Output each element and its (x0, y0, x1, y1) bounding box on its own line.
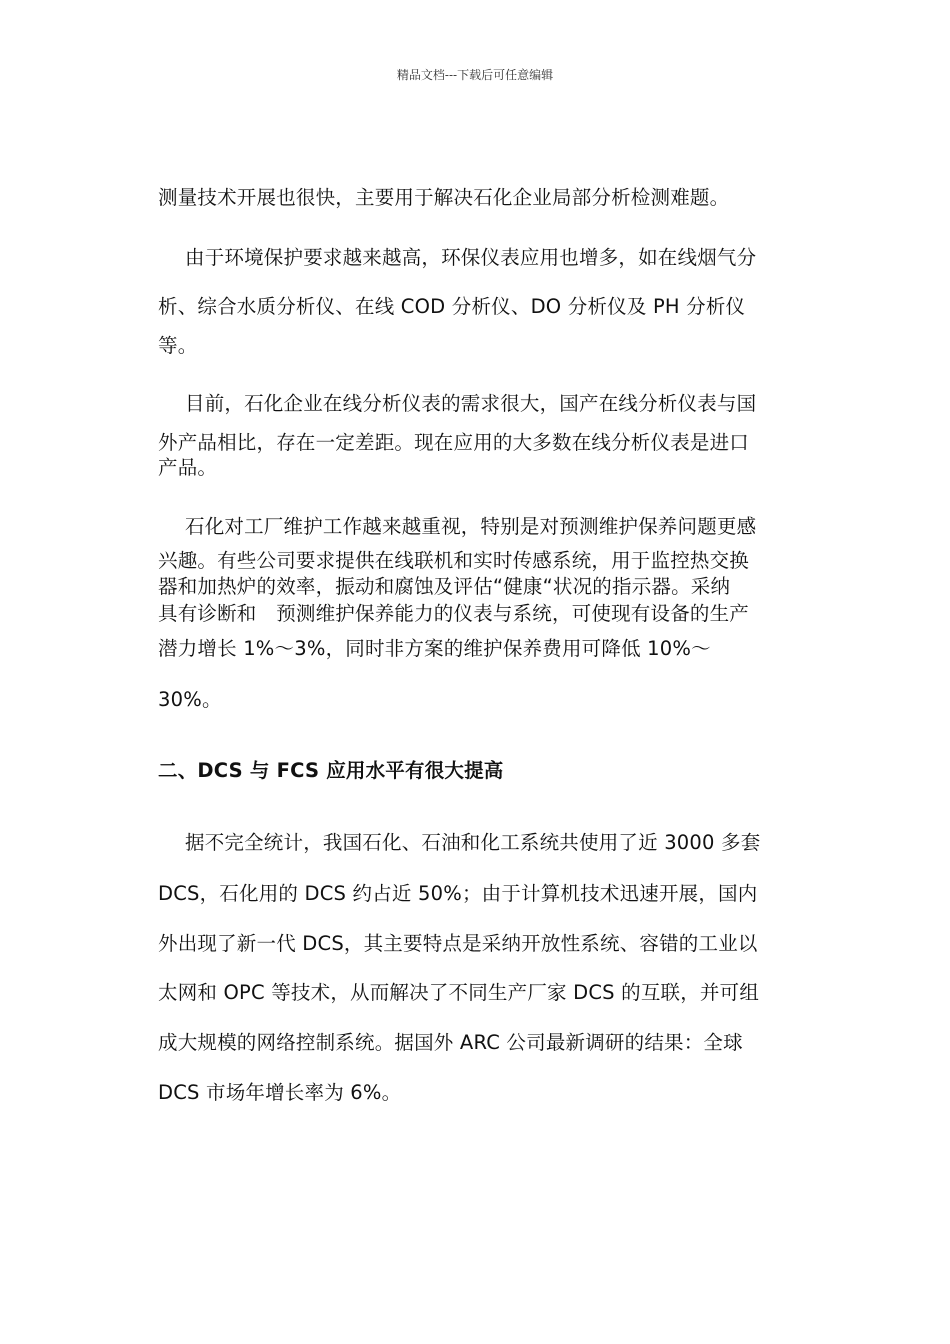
paragraph-line: 外产品相比，存在一定差距。现在应用的大多数在线分析仪表是进口 (158, 431, 750, 454)
paragraph-line: 等。 (158, 334, 198, 357)
paragraph-line: 目前，石化企业在线分析仪表的需求很大，国产在线分析仪表与国 (185, 392, 757, 415)
paragraph-line: 器和加热炉的效率，振动和腐蚀及评估“健康“状况的指示器。采纳 (158, 575, 731, 598)
paragraph-line: 据不完全统计，我国石化、石油和化工系统共使用了近 3000 多套 (185, 831, 761, 854)
paragraph-line: DCS 市场年增长率为 6%。 (158, 1081, 402, 1104)
paragraph-line: 产品。 (158, 456, 218, 479)
paragraph-line: 太网和 OPC 等技术，从而解决了不同生产厂家 DCS 的互联，并可组 (158, 981, 760, 1004)
paragraph-line: 兴趣。有些公司要求提供在线联机和实时传感系统，用于监控热交换 (158, 549, 750, 572)
paragraph-line: 石化对工厂维护工作越来越重视，特别是对预测维护保养问题更感 (185, 515, 757, 538)
paragraph-line: 测量技术开展也很快，主要用于解决石化企业局部分析检测难题。 (158, 186, 730, 209)
paragraph-line: 析、综合水质分析仪、在线 COD 分析仪、DO 分析仪及 PH 分析仪 (158, 295, 746, 318)
paragraph-line: 潜力增长 1%～3%，同时非方案的维护保养费用可降低 10%～ (158, 637, 711, 660)
paragraph-line: 30%。 (158, 688, 222, 711)
paragraph-line: DCS，石化用的 DCS 约占近 50%；由于计算机技术迅速开展，国内 (158, 882, 758, 905)
section-heading: 二、DCS 与 FCS 应用水平有很大提高 (158, 759, 504, 782)
paragraph-line: 外出现了新一代 DCS，其主要特点是采纳开放性系统、容错的工业以 (158, 932, 758, 955)
paragraph-line: 具有诊断和 预测维护保养能力的仪表与系统，可使现有设备的生产 (158, 602, 750, 625)
page-header: 精品文档---下载后可任意编辑 (396, 68, 554, 82)
paragraph-line: 成大规模的网络控制系统。据国外 ARC 公司最新调研的结果：全球 (158, 1031, 743, 1054)
paragraph-line: 由于环境保护要求越来越高，环保仪表应用也增多，如在线烟气分 (185, 246, 757, 269)
